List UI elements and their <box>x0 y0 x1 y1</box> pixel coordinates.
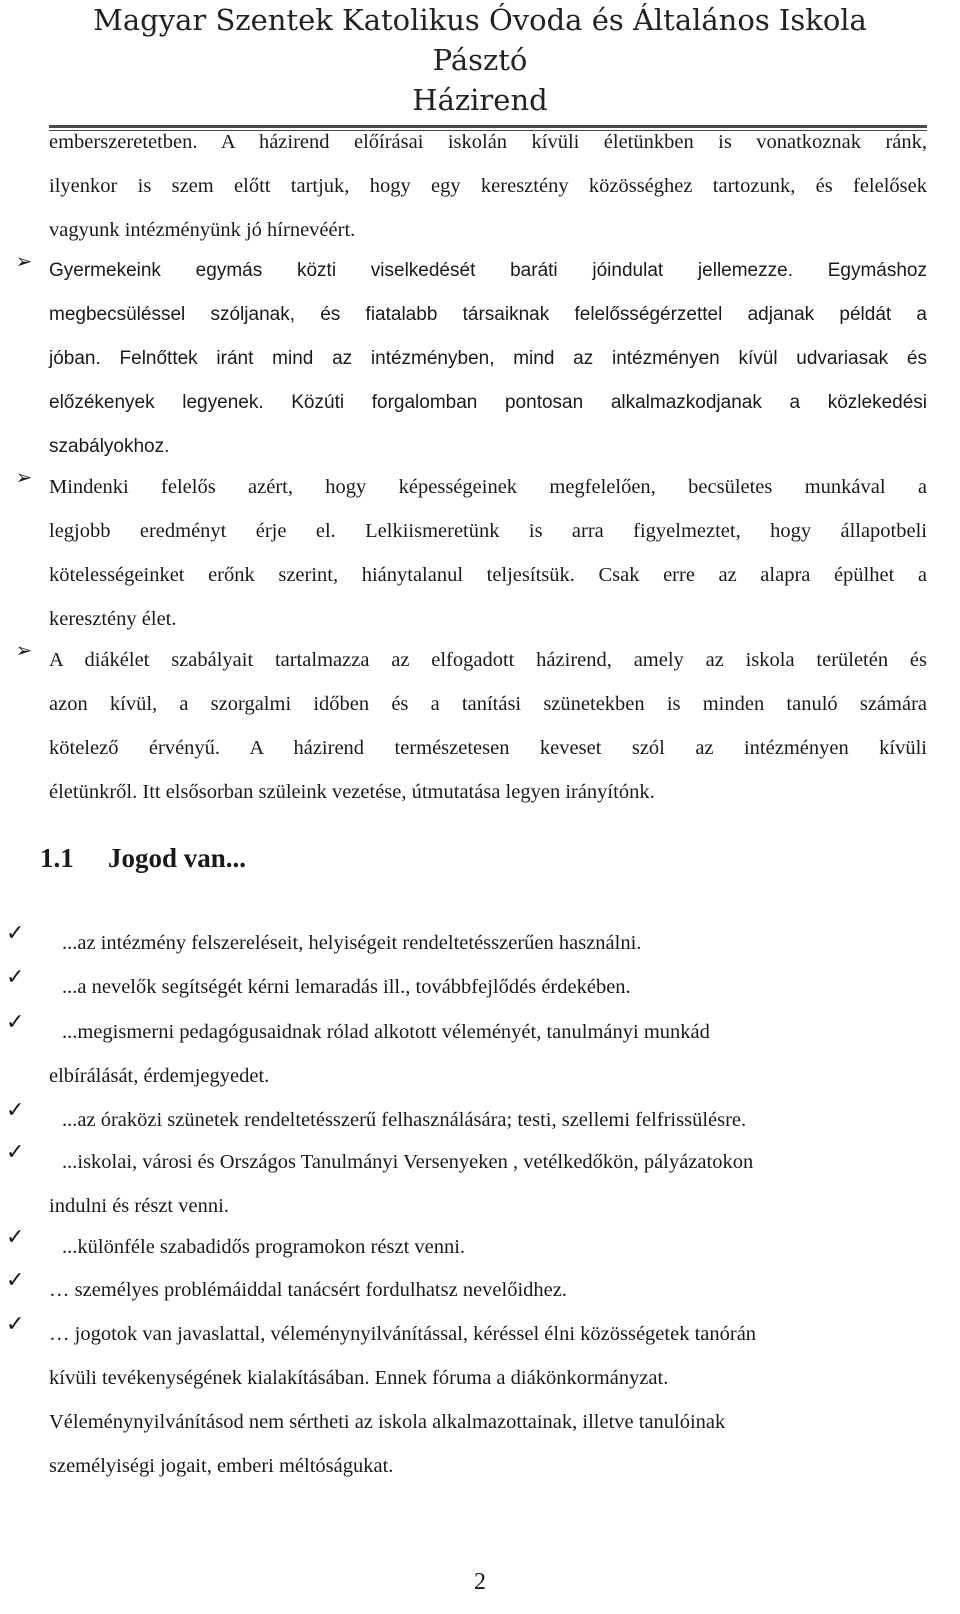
intro-paragraph <box>49 120 927 252</box>
check-item-5 <box>49 1140 927 1228</box>
arrowhead-bullet-icon: ➢ <box>15 640 33 662</box>
text-line: Mindenki felelős azért, hogy képességeinek megfelelően, becsületes munkával a <box>49 476 927 498</box>
text-line: ...a nevelők segítségét kérni lemaradás ill., továbbfejlődés érdekében. <box>62 976 631 998</box>
text-line: A diákélet szabályait tartalmazza az elfogadott házirend, amely az iskola területén és <box>49 649 927 671</box>
header-school-name: Magyar Szentek Katolikus Óvoda és Általános Iskola <box>93 3 867 37</box>
checkmark-icon: ✓ <box>6 1312 25 1337</box>
text-line: kívüli tevékenységének kialakításában. Ennek fóruma a diákönkormányzat. <box>49 1367 669 1389</box>
bullet-paragraph-3 <box>49 638 927 814</box>
section-title: Jogod van... <box>108 843 247 873</box>
text-line: legjobb eredményt érje el. Lelkiismeretünk is arra figyelmeztet, hogy állapotbeli <box>49 520 927 542</box>
section-number: 1.1 <box>40 843 74 873</box>
text-line: ...megismerni pedagógusaidnak rólad alkotott véleményét, tanulmányi munkád <box>62 1021 710 1043</box>
text-line: jóban. Felnőttek iránt mind az intézményben, mind az intézményen kívül udvariasak és <box>49 348 927 369</box>
text-line: ...az óraközi szünetek rendeltetésszerű felhasználására; testi, szellemi felfrissülésre. <box>62 1109 747 1131</box>
arrowhead-bullet-icon: ➢ <box>15 467 33 489</box>
text-line: megbecsüléssel szóljanak, és fiatalabb társaiknak felelősségérzettel adjanak példát a <box>49 304 927 325</box>
text-line: emberszeretetben. A házirend előírásai iskolán kívüli életünkben is vonatkoznak ránk, <box>49 131 927 153</box>
checkmark-icon: ✓ <box>6 1140 25 1165</box>
text-line: keresztény élet. <box>49 608 177 630</box>
document-header <box>0 0 960 120</box>
checkmark-icon: ✓ <box>6 1098 25 1123</box>
check-item-1 <box>62 921 922 965</box>
text-line: személyiségi jogait, emberi méltóságukat. <box>49 1455 394 1477</box>
page-number: 2 <box>474 1569 486 1595</box>
check-item-2 <box>62 965 922 1009</box>
arrowhead-bullet-icon: ➢ <box>15 251 33 273</box>
text-line: Gyermekeink egymás közti viselkedését baráti jóindulat jellemezze. Egymáshoz <box>49 260 927 281</box>
text-line: kötelességeinket erőnk szerint, hiánytalanul teljesítsük. Csak erre az alapra épülhet a <box>49 564 927 586</box>
bullet-paragraph-1 <box>49 249 927 469</box>
text-line: előzékenyek legyenek. Közúti forgalomban pontosan alkalmazkodjanak a közlekedési <box>49 392 927 413</box>
header-doc-title: Házirend <box>412 83 548 117</box>
check-item-8 <box>49 1312 927 1488</box>
text-line: vagyunk intézményünk jó hírnevéért. <box>49 219 356 241</box>
text-line: … jogotok van javaslattal, véleménynyilvánítással, kéréssel élni közösségetek tanórán <box>49 1323 757 1345</box>
checkmark-icon: ✓ <box>6 965 25 990</box>
text-line: ilyenkor is szem előtt tartjuk, hogy egy keresztény közösséghez tartozunk, és felelősek <box>49 175 927 197</box>
text-line: életünkről. Itt elsősorban szüleink vezetése, útmutatása legyen irányítónk. <box>49 781 655 803</box>
text-line: azon kívül, a szorgalmi időben és a tanítási szünetekben is minden tanuló számára <box>49 693 927 715</box>
checkmark-icon: ✓ <box>6 1268 25 1293</box>
text-line: ...az intézmény felszereléseit, helyiségeit rendeltetésszerűen használni. <box>62 932 642 954</box>
text-line: … személyes problémáiddal tanácsért fordulhatsz nevelőidhez. <box>49 1279 567 1301</box>
check-item-6 <box>62 1225 922 1269</box>
check-item-4 <box>62 1098 922 1142</box>
checkmark-icon: ✓ <box>6 1225 25 1250</box>
header-town: Pásztó <box>432 43 528 77</box>
text-line: Véleménynyilvánításod nem sértheti az iskola alkalmazottainak, illetve tanulóinak <box>49 1411 726 1433</box>
text-line: ...különféle szabadidős programokon részt venni. <box>62 1236 466 1258</box>
check-item-3 <box>49 1010 927 1098</box>
text-line: elbírálását, érdemjegyedet. <box>49 1065 270 1087</box>
checkmark-icon: ✓ <box>6 1010 25 1035</box>
checkmark-icon: ✓ <box>6 921 25 946</box>
text-line: kötelező érvényű. A házirend természetesen keveset szól az intézményen kívüli <box>49 737 927 759</box>
check-item-7 <box>49 1268 927 1312</box>
section-heading <box>40 838 246 878</box>
text-line: szabályokhoz. <box>49 436 170 457</box>
text-line: ...iskolai, városi és Országos Tanulmányi Versenyeken , vetélkedőkön, pályázatokon <box>62 1151 754 1173</box>
bullet-paragraph-2 <box>49 465 927 641</box>
text-line: indulni és részt venni. <box>49 1195 229 1217</box>
